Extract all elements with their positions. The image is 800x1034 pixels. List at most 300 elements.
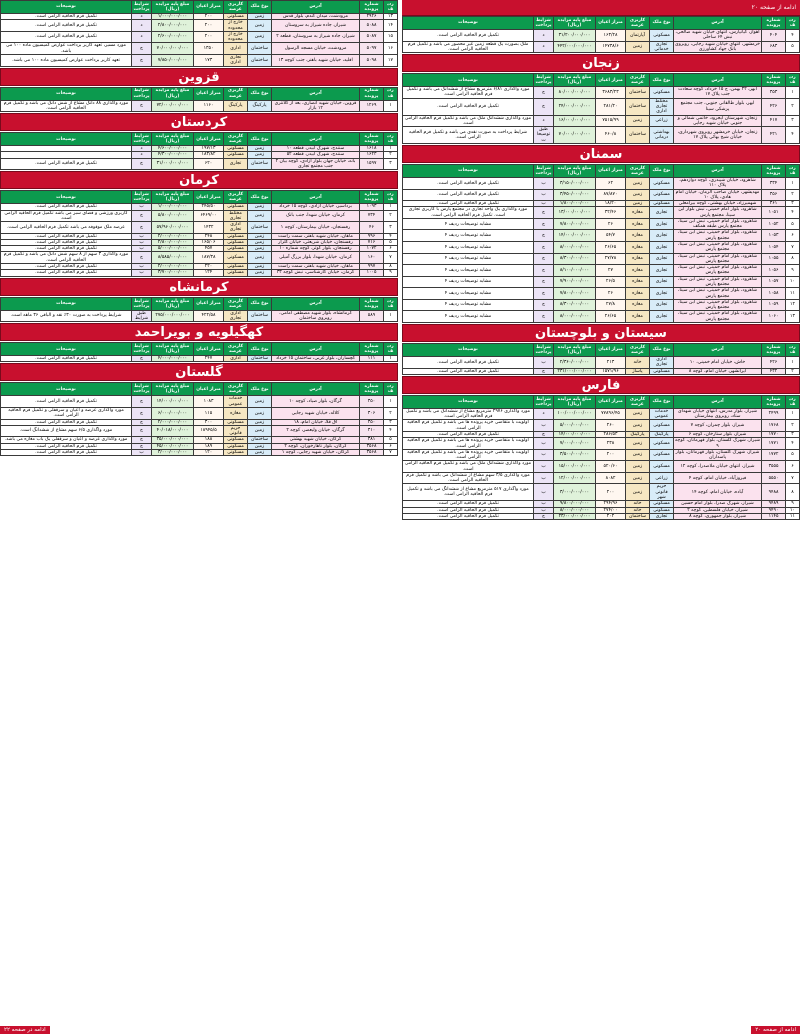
column-header-cond: شرایط پرداخت: [534, 164, 554, 177]
base-price: ۸/۰۰۰/۰۰۰/۰۰۰: [554, 311, 596, 323]
description-cell: تکمیل فرم الحاقیه الزامی است.: [403, 356, 534, 368]
base-price: ۴۴۲/۰۰۰/۰۰۰/۰۰۰: [554, 41, 596, 53]
base-price: ۷۲/۰۰۰/۰۰۰/۰۰۰: [152, 100, 194, 112]
area-cell: ۱۴۳۲: [194, 222, 224, 234]
property-type: تجاری: [650, 265, 674, 277]
file-number: ۳۵۶: [762, 189, 786, 201]
area-cell: ۱۹۷/۱۳: [194, 146, 224, 152]
column-header-ptype: نوع ملک: [650, 395, 674, 408]
property-type: مسکونی: [650, 177, 674, 189]
area-cell: ۱۲۰: [194, 449, 224, 455]
row-number: ۷: [384, 449, 398, 455]
table-row: [403, 127, 800, 144]
property-type: ساختمان: [248, 310, 272, 322]
row-number: ۷: [786, 472, 800, 484]
column-header-row: ردیف: [384, 87, 398, 100]
payment-terms: د: [132, 20, 152, 32]
base-price: ۴۵/۰۰۰/۰۰۰/۰۰۰: [152, 443, 194, 449]
column-header-address: آدرس: [272, 1, 360, 14]
row-number: ۲: [786, 368, 800, 374]
file-number: ۱۷۷۰: [762, 431, 786, 437]
land-use: ساختمان: [626, 513, 650, 519]
column-header-address: آدرس: [674, 17, 762, 30]
address-cell: شیراز، بلوار جمهوری، کوچه ۸: [674, 513, 762, 519]
land-use: ساختمان: [626, 87, 650, 99]
row-number: ۲: [786, 189, 800, 201]
file-number: ۷۱۶: [360, 239, 384, 245]
column-header-use: کاربری عرصه: [626, 17, 650, 30]
address-cell: ایرانشهر، خیابان امام، کوچه ۸: [674, 368, 762, 374]
province-header: کردستان: [0, 113, 398, 131]
row-number: ۴: [786, 207, 800, 219]
payment-terms: ج: [132, 222, 152, 234]
land-use: مغازه: [626, 288, 650, 300]
column-header-cond: شرایط پرداخت: [132, 297, 152, 310]
column-header-address: آدرس: [674, 164, 762, 177]
column-header-ptype: نوع ملک: [248, 297, 272, 310]
payment-terms: ج: [132, 425, 152, 437]
payment-terms: د: [534, 41, 554, 53]
table-row: [403, 30, 800, 42]
property-type: زمین: [248, 408, 272, 420]
address-cell: کرمان، خیابان کارشناسی، نبش کوچه ۳۳: [272, 270, 360, 276]
property-type: زمین: [248, 443, 272, 449]
column-header-use: کاربری عرصه: [224, 383, 248, 396]
row-number: ۵: [786, 449, 800, 461]
property-type: زمین: [248, 204, 272, 210]
base-price: ۳/۷۰۰/۰۰۰/۰۰۰: [152, 270, 194, 276]
payment-terms: د: [132, 146, 152, 152]
province-header: زنجان: [402, 54, 800, 72]
description-cell: تکمیل فرم الحاقیه الزامی است.: [403, 431, 534, 437]
table-header-row: [403, 17, 800, 30]
address-cell: گچساران، بلوار غربی، ساختمان ۱۵ خرداد: [272, 356, 360, 362]
file-number: ۱۰۶۰: [762, 311, 786, 323]
area-cell: ۲۶/۵: [596, 276, 626, 288]
column-header-cond: شرایط پرداخت: [534, 395, 554, 408]
base-price: ۲/۶۰۰/۰۰۰/۰۰۰: [152, 31, 194, 43]
property-type: مسکونی: [650, 501, 674, 507]
land-use: تجاری: [224, 158, 248, 170]
description-cell: مشابه توضیحات ردیف ۴: [403, 253, 534, 265]
property-type: ساختمان: [248, 158, 272, 170]
row-number: ۸: [786, 484, 800, 501]
payment-terms: ب: [534, 461, 554, 473]
base-price: ۷/۸۰۰/۰۰۰/۰۰۰: [554, 288, 596, 300]
base-price: ۳/۴۵۰/۰۰۰/۰۰۰: [554, 189, 596, 201]
base-price: ۹/۸۰۰/۰۰۰/۰۰۰: [554, 501, 596, 507]
land-use: زمین: [626, 177, 650, 189]
area-cell: ۷۵۱۵/۹۹: [596, 115, 626, 127]
area-cell: ۲۷/۷۸: [596, 253, 626, 265]
property-type: زمین: [248, 252, 272, 264]
column-header-ptype: نوع ملک: [650, 17, 674, 30]
table-row: [403, 356, 800, 368]
column-header-use: کاربری عرصه: [224, 343, 248, 356]
description-cell: تکمیل فرم الحاقیه الزامی است.: [1, 443, 132, 449]
payment-terms: ج: [534, 299, 554, 311]
address-cell: ماهان، خیابان شهید باهنر، سمت راست: [272, 233, 360, 239]
row-number: ۲: [384, 210, 398, 222]
address-cell: شاهرود، خیابان شیبدری، کوچه دوازدهم، پلاک ۱۱۰: [674, 177, 762, 189]
row-number: ۱۵: [384, 31, 398, 43]
property-type: تجاری: [650, 230, 674, 242]
table-header-row: [1, 191, 398, 204]
address-cell: شاهرود، بلوار امام خمینی، نبش ابن سینا، مجتمع پارس: [674, 230, 762, 242]
table-header-row: [1, 343, 398, 356]
address-cell: آق قلا، خیابان امام، ۱۸: [272, 419, 360, 425]
base-price: ۱۴/۰۰۰/۰۰۰/۰۰۰: [554, 431, 596, 437]
base-price: ۷/۰۰۰/۰۰۰/۰۰۰: [554, 438, 596, 450]
base-price: ۵/۰۰۰/۰۰۰/۰۰۰: [554, 420, 596, 432]
base-price: ۲/۸۰۰/۰۰۰/۰۰۰: [152, 239, 194, 245]
area-cell: ۶۴۶۹/۰۰: [194, 210, 224, 222]
column-header-use: کاربری عرصه: [626, 164, 650, 177]
address-cell: شیراز، انتهای خیابان ملاصدرا، کوچه ۱۲: [674, 461, 762, 473]
base-price: ۱/۸۰۰/۰۰۰/۰۰۰: [554, 201, 596, 207]
column-header-use: کاربری عرصه: [626, 395, 650, 408]
base-price: ۸/۳۰۰/۰۰۰/۰۰۰: [554, 299, 596, 311]
file-number: ۱۱۱: [360, 356, 384, 362]
property-type: زمین: [248, 146, 272, 152]
column-header-desc: توضیحات: [1, 1, 132, 14]
table-header-row: [403, 74, 800, 87]
row-number: ۹: [786, 501, 800, 507]
description-cell: مورد واگذاری عرصه و اعیان و سرقفلی یک باب مغازه می باشد.: [1, 437, 132, 443]
area-cell: ۲۸۱/۲۰: [596, 98, 626, 115]
table-row: [1, 222, 398, 234]
file-number: ۱۰۵۴: [762, 242, 786, 254]
payment-terms: ج: [534, 87, 554, 99]
description-cell: شرایط پرداخت به صورت ۳۰٪ نقد و الباقی ۳۶ ماهه است.: [1, 310, 132, 322]
base-price: ۱۳/۰۰۰/۰۰۰/۰۰۰: [554, 207, 596, 219]
land-use: مسکونی: [224, 14, 248, 20]
continuation-top-note: ادامه از صفحه ۲۰: [751, 1026, 800, 1034]
column-header-base: مبلغ پایه مزایده (ریال): [152, 297, 194, 310]
column-header-address: آدرس: [272, 343, 360, 356]
base-price: ۱/۰۰۰/۰۰۰/۰۰۰: [152, 14, 194, 20]
row-number: ۵: [384, 437, 398, 443]
address-cell: گرگان، خیابان شهید بهشتی: [272, 437, 360, 443]
land-use: مسکونی: [224, 449, 248, 455]
land-use: زمین: [626, 41, 650, 53]
land-use: مسکونی: [224, 246, 248, 252]
file-number: ۱۰۰۵: [360, 270, 384, 276]
base-price: ۱۶/۰۰۰/۰۰۰/۰۰۰: [554, 115, 596, 127]
description-cell: مورد واگذاری ۳/۵ سهم مشاع از ششدانگ می باشد و تکمیل فرم الحاقیه الزامی است.: [403, 472, 534, 484]
file-number: ۱۰۵۸: [762, 288, 786, 300]
payment-terms: د: [132, 31, 152, 43]
description-cell: مورد مسیر، تعهد کاربر برداخت عوارض کمیسیون ماده ۱۰۰ می باشد.: [1, 43, 132, 55]
payment-terms: ب: [132, 233, 152, 239]
address-cell: شاهرود، بلوار امام خمینی، نبش ابن سینا، مجتمع پارس: [674, 288, 762, 300]
row-number: ۱: [786, 408, 800, 420]
base-price: ۲/۰۰۰/۰۰۰/۰۰۰: [152, 264, 194, 270]
base-price: ۴/۶۰۰/۰۰۰/۰۰۰: [152, 146, 194, 152]
address-cell: گرگان، خیابان ولیعصر، کوچه ۲: [272, 425, 360, 437]
payment-terms: طبق شرایط: [132, 310, 152, 322]
land-use: مسکونی: [224, 204, 248, 210]
address-cell: ابهر، ۲۲ بهمن، ج ۱۵ خرداد، کوچه سعادت جنب پلاک ۱۷: [674, 87, 762, 99]
column-header-cond: شرایط پرداخت: [534, 343, 554, 356]
file-number: ۴۳۲: [762, 368, 786, 374]
description-cell: مورد واگذاری ۲۹۷۶ مترمربع مشاع از ششدانگ می باشد و تکمیل فرم الحاقیه الزامی است.: [403, 408, 534, 420]
column-header-address: آدرس: [272, 383, 360, 396]
area-cell: ۲۲۰: [194, 264, 224, 270]
address-cell: خرمشهر، انتهای خیابان شهید رجایی، روبروی بانک جهاد کشاورزی: [675, 41, 760, 52]
file-number: ۱۰۵۳: [762, 230, 786, 242]
address-cell: رفسنجان، بلوار کوثر، کوچه شماره ۱۰: [272, 246, 360, 252]
payment-terms: د: [132, 14, 152, 20]
description-cell: مشابه توضیحات ردیف ۴: [403, 242, 534, 254]
payment-terms: ج: [534, 230, 554, 242]
base-price: ۳/۰۰۰/۰۰۰/۰۰۰: [152, 449, 194, 455]
column-header-desc: توضیحات: [403, 164, 534, 177]
property-type: پارکینگ: [248, 100, 272, 112]
property-type: پارکینگ: [650, 431, 674, 437]
property-type: تجاری: [650, 311, 674, 323]
row-number: ۵: [384, 239, 398, 245]
address-cell: بانه، خیابان جهان بلوار آزادی، کوچه بیان ۲ جنب مجتمع تجاری: [272, 158, 360, 170]
province-header: سیستان و بلوچستان: [402, 324, 800, 342]
land-use: مغازه: [626, 242, 650, 254]
file-number: ۲۴۹۹: [762, 408, 786, 420]
address-cell: شیراز، جاده شیراز به سروستان: [272, 20, 360, 32]
payment-terms: ج: [132, 408, 152, 420]
row-number: ۹: [384, 270, 398, 276]
area-cell: ۱۶۵/۰۶: [194, 239, 224, 245]
payment-terms: ب: [132, 246, 152, 252]
column-header-desc: توضیحات: [403, 395, 534, 408]
property-type: زمین: [248, 152, 272, 158]
land-use: مغازه: [626, 311, 650, 323]
property-type: تجاری: [650, 218, 674, 230]
description-cell: شرایط پرداخت به صورت نقدی می باشد و تکمیل فرم الحاقیه الزامی است.: [403, 127, 534, 144]
base-price: ۲/۸۰۰/۰۰۰/۰۰۰: [152, 20, 194, 32]
table-row: [403, 253, 800, 265]
column-header-area: متراژ اعیان: [596, 164, 626, 177]
payment-terms: ب: [534, 438, 554, 450]
table-row: [403, 472, 800, 484]
file-number: ۶۸۳: [762, 41, 786, 53]
column-header-address: آدرس: [272, 191, 360, 204]
column-header-ptype: نوع ملک: [650, 164, 674, 177]
land-use: مغازه: [626, 218, 650, 230]
address-cell: مرودشت، میدان گندم، بلوار قدس: [272, 14, 360, 20]
file-number: ۴۶: [360, 222, 384, 234]
column-header-ptype: نوع ملک: [248, 191, 272, 204]
column-header-area: متراژ اعیان: [596, 343, 626, 356]
property-type: زمین: [248, 425, 272, 437]
address-cell: برداسیر، خیابان آزادی، کوچه ۱۵ خرداد: [272, 204, 360, 210]
payment-terms: ب: [132, 270, 152, 276]
column-header-use: کاربری عرصه: [224, 191, 248, 204]
row-number: ۲: [384, 152, 398, 158]
area-cell: ۱۸۸: [194, 437, 224, 443]
row-number: ۱۱: [786, 513, 800, 519]
payment-terms: ج: [534, 288, 554, 300]
payment-terms: ب: [534, 472, 554, 484]
property-type: مسکونی: [650, 189, 674, 201]
payment-terms: ب: [534, 501, 554, 507]
property-type: خدمات عمومی: [650, 408, 674, 420]
property-type: تجاری: [650, 288, 674, 300]
row-number: ۸: [384, 264, 398, 270]
file-number: ۳۸۱: [360, 437, 384, 443]
province-header: کهگیلویه و بویراحمد: [0, 323, 398, 341]
column-header-desc: توضیحات: [1, 383, 132, 396]
table-row: [1, 20, 398, 32]
description-cell: تعهد کاربر برداخت عوارض کمیسیون ماده ۱۰۰ می باشد.: [1, 54, 132, 66]
file-number: ۱۰۵۱: [762, 207, 786, 219]
payment-terms: ج: [534, 311, 554, 323]
column-header-area: متراژ اعیان: [596, 74, 626, 87]
column-header-file: شماره پرونده: [360, 1, 384, 14]
column-header-use: کاربری عرصه: [224, 1, 248, 14]
base-price: ۸/۳۰۰/۰۰۰/۰۰۰: [554, 253, 596, 265]
column-header-cond: شرایط پرداخت: [132, 383, 152, 396]
area-cell: ۲۳۸: [596, 438, 626, 450]
area-cell: ۱۸۹: [194, 443, 224, 449]
land-use: مغازه: [626, 276, 650, 288]
base-price: ۲/۰۰۰/۰۰۰/۰۰۰: [152, 419, 194, 425]
description-cell: مشابه توضیحات ردیف ۴: [403, 299, 534, 311]
table-row: [1, 54, 398, 66]
column-header-file: شماره پرونده: [762, 74, 786, 87]
listing-table: [402, 16, 800, 53]
land-use: مغازه: [626, 299, 650, 311]
property-type: مسکونی: [650, 87, 674, 99]
base-price: ۴۰/۰۱۸/۰۰۰/۰۰۰: [152, 425, 194, 437]
address-cell: رفسنجان، خیابان بیمارستان، کوچه ۱: [272, 222, 360, 234]
column-header-file: شماره پرونده: [360, 383, 384, 396]
payment-terms: د: [534, 115, 554, 127]
listing-table: [0, 190, 398, 276]
payment-terms: ج: [534, 431, 554, 437]
address-cell: اقلید، خیابان شهید باهنر، جنب کوچه ۱۳: [272, 54, 360, 66]
listing-table: [402, 164, 800, 323]
file-number: ۹۴۸۹: [762, 501, 786, 507]
property-type: تجاری: [650, 276, 674, 288]
land-use: مسکونی: [224, 252, 248, 264]
column-header-cond: شرایط پرداخت: [534, 74, 554, 87]
file-number: ۴۲۶: [762, 98, 786, 115]
payment-terms: د: [534, 408, 554, 420]
column-header-use: کاربری عرصه: [224, 297, 248, 310]
column-header-base: مبلغ پایه مزایده (ریال): [152, 191, 194, 204]
description-cell: تکمیل فرم الحاقیه الزامی است.: [1, 204, 132, 210]
row-number: ۶: [786, 461, 800, 473]
land-use: خارج از محدوده: [224, 20, 248, 32]
column-header-cond: شرایط پرداخت: [132, 1, 152, 14]
description-cell: تکمیل فرم الحاقیه الزامی است.: [1, 396, 132, 408]
table-row: [403, 265, 800, 277]
address-cell: قزوین، خیابان شهید انصاری، بعد از کلانتری ۱۲ بازار: [272, 100, 360, 112]
description-cell: مورد واگذاری ۵۱۷ مترمربع مشاع از ششدانگ می باشد و تکمیل فرم الحاقیه الزامی است.: [403, 484, 534, 501]
row-number: ۱۷: [384, 54, 398, 66]
table-row: [1, 158, 398, 170]
area-cell: ۲۴۸: [194, 233, 224, 239]
row-number: ۱: [786, 87, 800, 99]
area-cell: ۲۴۵/۵۰: [194, 204, 224, 210]
property-type: زمین: [248, 396, 272, 408]
column-header-ptype: نوع ملک: [248, 383, 272, 396]
area-cell: ۶۲: [596, 177, 626, 189]
base-price: ۵/۰۰۰/۰۰۰/۰۰۰: [152, 246, 194, 252]
description-cell: تکمیل فرم الحاقیه الزامی است.: [1, 356, 132, 362]
payment-terms: ج: [132, 54, 152, 66]
land-use: مسکونی: [224, 443, 248, 449]
base-price: ۵۷/۹۶۰/۰۰۰/۰۰۰: [152, 222, 194, 234]
land-use: زمین: [626, 472, 650, 484]
area-cell: ۲۰۰: [596, 484, 626, 501]
file-number: ۴۲۶: [762, 356, 786, 368]
property-type: زمین: [248, 31, 272, 43]
address-cell: گرگان، بلوار ناهارخوران، کوچه ۲: [272, 443, 360, 449]
row-number: ۹: [786, 265, 800, 277]
payment-terms: ب: [534, 177, 554, 189]
address-cell: گرگان، خیابان شهید رجایی، کوچه ۱: [272, 449, 360, 455]
province-header: کرمانشاه: [0, 278, 398, 296]
address-cell: شیراز، شهرک گلستان، بلوار قهرمانان، کوچه ۹: [675, 438, 760, 449]
column-header-base: مبلغ پایه مزایده (ریال): [152, 133, 194, 146]
base-price: ۳/۵۰۰/۰۰۰/۰۰۰: [554, 449, 596, 461]
column-header-base: مبلغ پایه مزایده (ریال): [152, 1, 194, 14]
file-number: ۱۰۵۹: [762, 299, 786, 311]
payment-terms: ب: [534, 420, 554, 432]
listing-table: [0, 0, 398, 67]
column-header-address: آدرس: [272, 87, 360, 100]
table-row: [403, 368, 800, 374]
address-cell: خاش، خیابان امام خمینی، ۱۰: [674, 356, 762, 368]
area-cell: ۸۰۸۲: [596, 472, 626, 484]
property-type: زمین: [248, 14, 272, 20]
table-row: [403, 230, 800, 242]
payment-terms: ب: [534, 507, 554, 513]
land-use: خدمات عمومی: [224, 396, 248, 408]
table-row: [403, 189, 800, 201]
file-number: ۱۰۵۲: [762, 218, 786, 230]
area-cell: ۲۹۴/۹۶: [596, 501, 626, 507]
column-header-area: متراژ اعیان: [596, 17, 626, 30]
file-number: ۱۰۷۲: [360, 246, 384, 252]
table-row: [403, 449, 800, 461]
payment-terms: ج: [132, 252, 152, 264]
row-number: ۳: [786, 201, 800, 207]
row-number: ۱: [384, 396, 398, 408]
column-header-address: آدرس: [674, 395, 762, 408]
column-header-file: شماره پرونده: [360, 87, 384, 100]
row-number: ۱: [786, 356, 800, 368]
row-number: ۱: [384, 146, 398, 152]
column-header-cond: شرایط پرداخت: [132, 133, 152, 146]
row-number: ۱۶: [384, 43, 398, 55]
column-header-area: متراژ اعیان: [194, 191, 224, 204]
table-header-row: [1, 87, 398, 100]
table-row: [403, 484, 800, 501]
row-number: ۶: [786, 230, 800, 242]
column-header-ptype: نوع ملک: [650, 343, 674, 356]
column-header-row: ردیف: [384, 191, 398, 204]
address-cell: شاهرود، بلوار امام خمینی، نبش ابن سینا، مجتمع پارس: [674, 253, 762, 265]
address-cell: شیراز، شهرک صدرا، بلوار امام حسین: [674, 501, 762, 507]
area-cell: ۲۷۴/۰۰: [596, 507, 626, 513]
payment-terms: د: [132, 152, 152, 158]
column-header-cond: شرایط پرداخت: [132, 87, 152, 100]
land-use: مغازه: [626, 207, 650, 219]
address-cell: شیراز، بلوار مدرس، انتهای خیابان شهدای ستاد، روبروی بیمارستان: [674, 408, 762, 420]
province-header: فارس: [402, 376, 800, 394]
